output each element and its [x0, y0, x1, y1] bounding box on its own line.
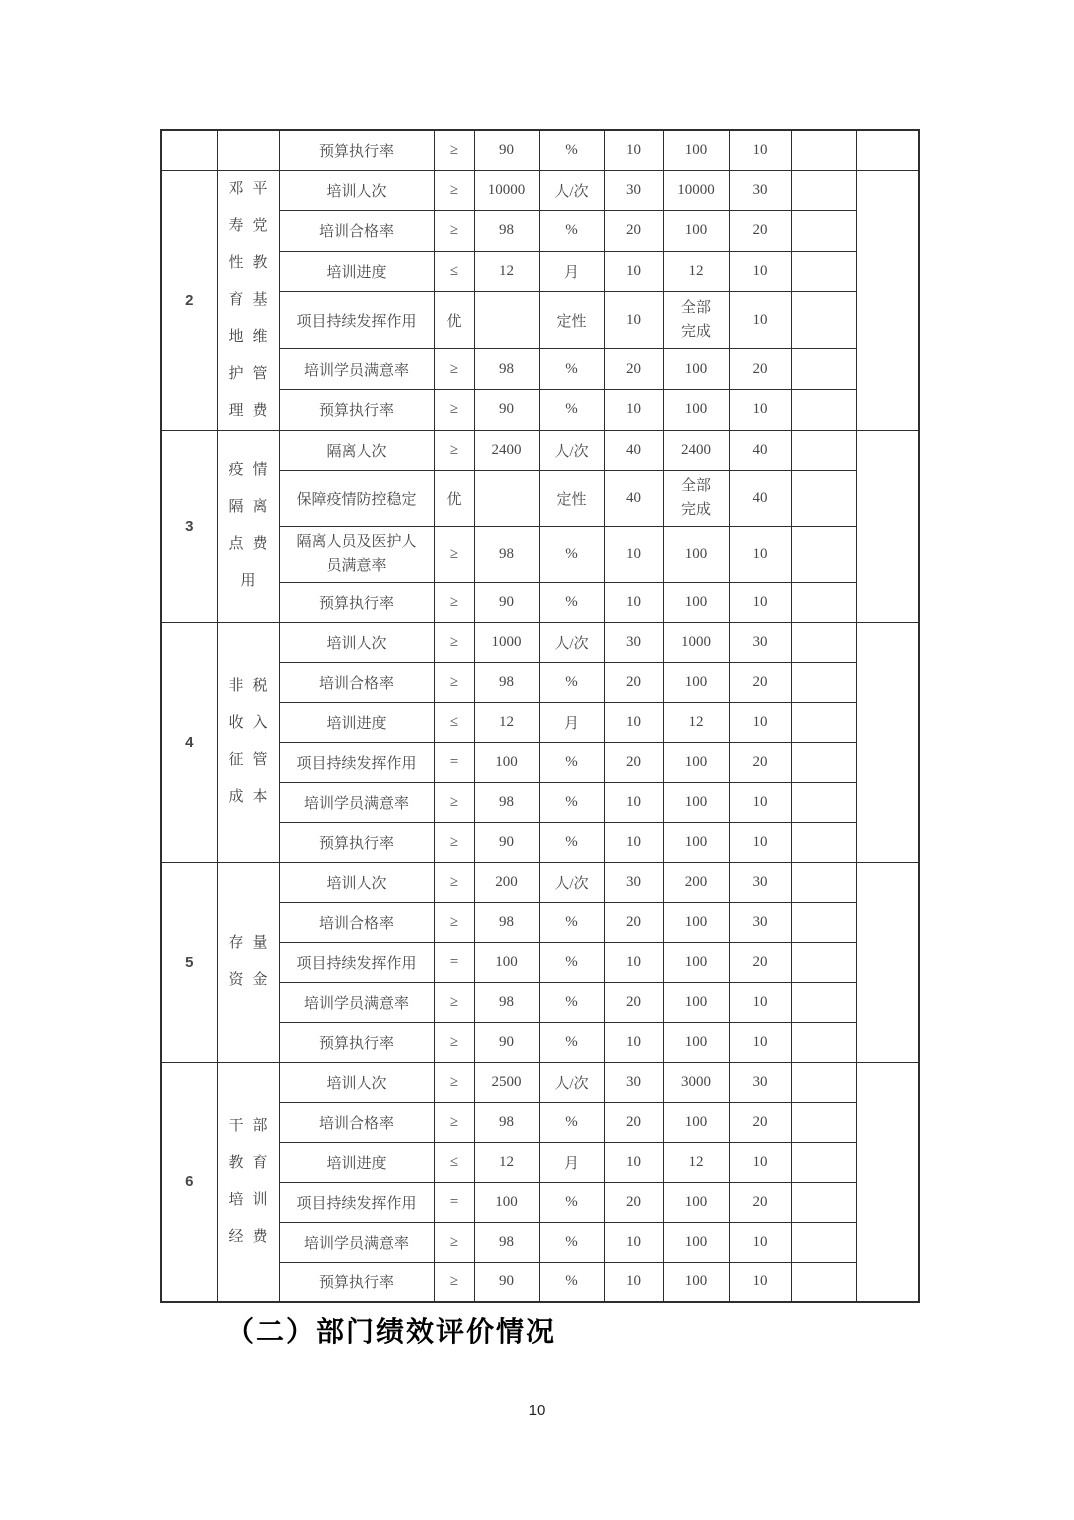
score-cell: 10	[729, 1262, 791, 1302]
criterion-cell: ≥	[434, 170, 474, 211]
project-name-cell	[217, 862, 279, 1062]
weight-cell: 10	[604, 702, 663, 742]
unit-cell: 人/次	[539, 1062, 604, 1102]
score-cell: 20	[729, 742, 791, 782]
text-line: 隔离	[228, 499, 277, 515]
indicator-cell: 培训学员满意率	[279, 349, 434, 390]
unit-cell: %	[539, 742, 604, 782]
blank-cell	[856, 130, 919, 170]
unit-cell: 人/次	[539, 170, 604, 211]
table-row	[161, 130, 919, 170]
target-cell: 98	[474, 1102, 539, 1142]
criterion-cell: ≥	[434, 130, 474, 170]
blank-cell	[791, 1142, 856, 1182]
text-line: 护管	[228, 365, 277, 382]
weight-cell: 10	[604, 251, 663, 292]
blank-cell	[791, 251, 856, 292]
project-name-cell	[217, 130, 279, 170]
criterion-cell: ≤	[434, 1142, 474, 1182]
indicator-cell: 预算执行率	[279, 822, 434, 862]
blank-cell	[856, 862, 919, 1062]
actual-cell: 100	[663, 1222, 729, 1262]
criterion-cell: ≥	[434, 622, 474, 662]
blank-cell	[791, 130, 856, 170]
criterion-cell: ≥	[434, 1062, 474, 1102]
score-cell: 10	[729, 292, 791, 349]
indicator-cell	[279, 526, 434, 582]
score-cell: 20	[729, 942, 791, 982]
unit-cell: %	[539, 1222, 604, 1262]
weight-cell: 20	[604, 742, 663, 782]
performance-indicator-table	[160, 129, 920, 1303]
blank-cell	[791, 292, 856, 349]
blank-cell	[791, 942, 856, 982]
unit-cell: %	[539, 942, 604, 982]
target-cell: 98	[474, 526, 539, 582]
target-cell: 90	[474, 582, 539, 622]
target-cell: 12	[474, 1142, 539, 1182]
target-cell: 90	[474, 130, 539, 170]
row-number-cell: 6	[161, 1062, 217, 1302]
criterion-cell: ≥	[434, 862, 474, 902]
text-line: 点费	[228, 536, 277, 552]
unit-cell: 人/次	[539, 622, 604, 662]
indicator-cell: 项目持续发挥作用	[279, 292, 434, 349]
weight-cell: 10	[604, 1222, 663, 1262]
actual-cell	[663, 470, 729, 526]
criterion-cell: ≥	[434, 389, 474, 430]
text-line: 邓平	[228, 180, 277, 197]
blank-cell	[856, 622, 919, 862]
text-line: 理费	[228, 402, 277, 419]
weight-cell: 20	[604, 211, 663, 252]
table-row	[161, 622, 919, 662]
criterion-cell: 优	[434, 470, 474, 526]
actual-cell: 10000	[663, 170, 729, 211]
indicator-cell: 项目持续发挥作用	[279, 742, 434, 782]
unit-cell: %	[539, 782, 604, 822]
weight-cell: 10	[604, 526, 663, 582]
unit-cell: 定性	[539, 470, 604, 526]
blank-cell	[791, 822, 856, 862]
table-row	[161, 1062, 919, 1102]
score-cell: 20	[729, 211, 791, 252]
score-cell: 10	[729, 702, 791, 742]
criterion-cell: ≥	[434, 1262, 474, 1302]
table-row	[161, 170, 919, 211]
blank-cell	[791, 902, 856, 942]
target-cell: 12	[474, 702, 539, 742]
target-cell: 98	[474, 902, 539, 942]
weight-cell: 20	[604, 662, 663, 702]
actual-cell: 100	[663, 782, 729, 822]
target-cell: 12	[474, 251, 539, 292]
blank-cell	[791, 1022, 856, 1062]
indicator-cell: 培训合格率	[279, 902, 434, 942]
row-number-cell: 5	[161, 862, 217, 1062]
score-cell: 40	[729, 470, 791, 526]
unit-cell: %	[539, 1102, 604, 1142]
blank-cell	[791, 1182, 856, 1222]
indicator-cell: 预算执行率	[279, 389, 434, 430]
criterion-cell: ≥	[434, 662, 474, 702]
text-line: 资金	[228, 972, 277, 988]
weight-cell: 10	[604, 130, 663, 170]
blank-cell	[791, 982, 856, 1022]
target-cell: 90	[474, 389, 539, 430]
weight-cell: 20	[604, 982, 663, 1022]
criterion-cell: ≥	[434, 902, 474, 942]
criterion-cell: ≥	[434, 982, 474, 1022]
criterion-cell: ≥	[434, 782, 474, 822]
score-cell: 30	[729, 902, 791, 942]
unit-cell: %	[539, 902, 604, 942]
criterion-cell: ≥	[434, 430, 474, 470]
weight-cell: 30	[604, 862, 663, 902]
row-number-cell	[161, 130, 217, 170]
indicator-cell: 培训人次	[279, 862, 434, 902]
blank-cell	[791, 582, 856, 622]
unit-cell: 月	[539, 1142, 604, 1182]
text-line: 完成	[680, 502, 711, 518]
row-number-cell: 2	[161, 170, 217, 430]
unit-cell: %	[539, 1022, 604, 1062]
weight-cell: 30	[604, 170, 663, 211]
target-cell: 200	[474, 862, 539, 902]
actual-cell: 2400	[663, 430, 729, 470]
score-cell: 30	[729, 170, 791, 211]
criterion-cell: ≥	[434, 349, 474, 390]
target-cell: 90	[474, 1262, 539, 1302]
actual-cell: 100	[663, 1022, 729, 1062]
target-cell: 100	[474, 942, 539, 982]
blank-cell	[791, 1262, 856, 1302]
unit-cell: %	[539, 389, 604, 430]
weight-cell: 30	[604, 1062, 663, 1102]
target-cell: 98	[474, 211, 539, 252]
target-cell: 98	[474, 349, 539, 390]
criterion-cell: ≥	[434, 211, 474, 252]
actual-cell: 100	[663, 1182, 729, 1222]
actual-cell: 100	[663, 1262, 729, 1302]
blank-cell	[791, 1222, 856, 1262]
score-cell: 20	[729, 1182, 791, 1222]
text-line: 教育	[228, 1154, 277, 1171]
actual-cell: 100	[663, 822, 729, 862]
text-line: 全部	[680, 478, 711, 494]
unit-cell: %	[539, 1262, 604, 1302]
target-cell: 90	[474, 1022, 539, 1062]
weight-cell: 20	[604, 1102, 663, 1142]
unit-cell: %	[539, 982, 604, 1022]
indicator-cell: 培训进度	[279, 702, 434, 742]
actual-cell: 100	[663, 1102, 729, 1142]
indicator-cell: 预算执行率	[279, 1022, 434, 1062]
text-line: 员满意率	[326, 558, 387, 574]
section-heading: （二）部门绩效评价情况	[226, 1317, 557, 1348]
weight-cell: 10	[604, 582, 663, 622]
actual-cell: 100	[663, 942, 729, 982]
text-line: 非税	[228, 678, 277, 694]
blank-cell	[791, 526, 856, 582]
unit-cell: %	[539, 130, 604, 170]
table-row	[161, 862, 919, 902]
text-line: 隔离人员及医护人	[296, 534, 417, 550]
target-cell: 2500	[474, 1062, 539, 1102]
text-line: 育基	[228, 291, 277, 308]
score-cell: 40	[729, 430, 791, 470]
project-name-cell	[217, 170, 279, 430]
text-line: 成本	[228, 789, 277, 805]
actual-cell	[663, 292, 729, 349]
text-line: 干部	[228, 1117, 277, 1134]
unit-cell: %	[539, 211, 604, 252]
blank-cell	[791, 782, 856, 822]
actual-cell: 100	[663, 582, 729, 622]
target-cell: 98	[474, 662, 539, 702]
actual-cell: 1000	[663, 622, 729, 662]
blank-cell	[856, 170, 919, 430]
score-cell: 10	[729, 1142, 791, 1182]
target-cell	[474, 470, 539, 526]
text-line: 性教	[228, 254, 277, 271]
criterion-cell: =	[434, 1182, 474, 1222]
criterion-cell: ≥	[434, 582, 474, 622]
blank-cell	[791, 1102, 856, 1142]
weight-cell: 10	[604, 1262, 663, 1302]
project-name-cell	[217, 430, 279, 622]
actual-cell: 12	[663, 702, 729, 742]
criterion-cell: =	[434, 942, 474, 982]
actual-cell: 100	[663, 389, 729, 430]
score-cell: 10	[729, 130, 791, 170]
unit-cell: %	[539, 582, 604, 622]
actual-cell: 200	[663, 862, 729, 902]
unit-cell: 人/次	[539, 430, 604, 470]
target-cell: 100	[474, 742, 539, 782]
text-line: 收入	[228, 715, 277, 731]
indicator-cell: 培训合格率	[279, 662, 434, 702]
score-cell: 20	[729, 662, 791, 702]
weight-cell: 20	[604, 349, 663, 390]
weight-cell: 10	[604, 782, 663, 822]
indicator-cell: 项目持续发挥作用	[279, 942, 434, 982]
score-cell: 30	[729, 862, 791, 902]
actual-cell: 100	[663, 211, 729, 252]
score-cell: 10	[729, 822, 791, 862]
weight-cell: 10	[604, 389, 663, 430]
actual-cell: 12	[663, 251, 729, 292]
blank-cell	[791, 742, 856, 782]
score-cell: 10	[729, 1022, 791, 1062]
indicator-cell: 培训人次	[279, 1062, 434, 1102]
actual-cell: 100	[663, 662, 729, 702]
text-line: 征管	[228, 752, 277, 768]
unit-cell: 月	[539, 702, 604, 742]
score-cell: 30	[729, 622, 791, 662]
blank-cell	[791, 862, 856, 902]
blank-cell	[791, 170, 856, 211]
score-cell: 10	[729, 782, 791, 822]
unit-cell: 人/次	[539, 862, 604, 902]
indicator-cell: 培训进度	[279, 251, 434, 292]
weight-cell: 10	[604, 1022, 663, 1062]
project-name-cell	[217, 622, 279, 862]
criterion-cell: 优	[434, 292, 474, 349]
indicator-cell: 培训学员满意率	[279, 982, 434, 1022]
text-line: 地维	[228, 328, 277, 345]
page-number: 10	[528, 1402, 546, 1419]
blank-cell	[791, 211, 856, 252]
indicator-cell: 培训合格率	[279, 1102, 434, 1142]
unit-cell: %	[539, 662, 604, 702]
score-cell: 30	[729, 1062, 791, 1102]
blank-cell	[791, 430, 856, 470]
indicator-cell: 培训进度	[279, 1142, 434, 1182]
target-cell: 10000	[474, 170, 539, 211]
score-cell: 20	[729, 1102, 791, 1142]
indicator-cell: 培训人次	[279, 622, 434, 662]
criterion-cell: ≥	[434, 1222, 474, 1262]
indicator-cell: 预算执行率	[279, 130, 434, 170]
actual-cell: 100	[663, 742, 729, 782]
table-row	[161, 430, 919, 470]
score-cell: 20	[729, 349, 791, 390]
actual-cell: 100	[663, 526, 729, 582]
weight-cell: 30	[604, 622, 663, 662]
unit-cell: %	[539, 349, 604, 390]
text-line: 用	[240, 573, 265, 589]
weight-cell: 40	[604, 470, 663, 526]
weight-cell: 10	[604, 822, 663, 862]
project-name-cell	[217, 1062, 279, 1302]
row-number-cell: 3	[161, 430, 217, 622]
target-cell: 98	[474, 782, 539, 822]
target-cell: 2400	[474, 430, 539, 470]
unit-cell: %	[539, 526, 604, 582]
weight-cell: 40	[604, 430, 663, 470]
unit-cell: %	[539, 1182, 604, 1222]
indicator-cell: 培训人次	[279, 170, 434, 211]
blank-cell	[791, 389, 856, 430]
target-cell: 100	[474, 1182, 539, 1222]
target-cell: 98	[474, 1222, 539, 1262]
actual-cell: 12	[663, 1142, 729, 1182]
unit-cell: 月	[539, 251, 604, 292]
criterion-cell: ≥	[434, 1022, 474, 1062]
text-line: 完成	[680, 324, 711, 341]
score-cell: 10	[729, 582, 791, 622]
row-number-cell: 4	[161, 622, 217, 862]
score-cell: 10	[729, 1222, 791, 1262]
criterion-cell: ≥	[434, 1102, 474, 1142]
blank-cell	[791, 470, 856, 526]
score-cell: 10	[729, 982, 791, 1022]
score-cell: 10	[729, 526, 791, 582]
indicator-cell: 预算执行率	[279, 1262, 434, 1302]
criterion-cell: ≤	[434, 702, 474, 742]
actual-cell: 100	[663, 349, 729, 390]
target-cell	[474, 292, 539, 349]
unit-cell: %	[539, 822, 604, 862]
text-line: 培训	[228, 1191, 277, 1208]
text-line: 疫情	[228, 462, 277, 478]
blank-cell	[856, 1062, 919, 1302]
blank-cell	[791, 662, 856, 702]
weight-cell: 20	[604, 902, 663, 942]
criterion-cell: ≤	[434, 251, 474, 292]
target-cell: 90	[474, 822, 539, 862]
unit-cell: 定性	[539, 292, 604, 349]
actual-cell: 100	[663, 130, 729, 170]
blank-cell	[791, 622, 856, 662]
score-cell: 10	[729, 251, 791, 292]
weight-cell: 10	[604, 942, 663, 982]
indicator-cell: 隔离人次	[279, 430, 434, 470]
blank-cell	[856, 430, 919, 622]
indicator-cell: 预算执行率	[279, 582, 434, 622]
score-cell: 10	[729, 389, 791, 430]
criterion-cell: ≥	[434, 526, 474, 582]
weight-cell: 10	[604, 292, 663, 349]
actual-cell: 3000	[663, 1062, 729, 1102]
actual-cell: 100	[663, 902, 729, 942]
text-line: 寿党	[228, 217, 277, 234]
blank-cell	[791, 1062, 856, 1102]
weight-cell: 10	[604, 1142, 663, 1182]
target-cell: 1000	[474, 622, 539, 662]
text-line: 全部	[680, 300, 711, 317]
criterion-cell: ≥	[434, 822, 474, 862]
target-cell: 98	[474, 982, 539, 1022]
indicator-cell: 项目持续发挥作用	[279, 1182, 434, 1222]
indicator-cell: 培训合格率	[279, 211, 434, 252]
criterion-cell: =	[434, 742, 474, 782]
blank-cell	[791, 702, 856, 742]
actual-cell: 100	[663, 982, 729, 1022]
indicator-cell: 培训学员满意率	[279, 1222, 434, 1262]
indicator-cell: 保障疫情防控稳定	[279, 470, 434, 526]
weight-cell: 20	[604, 1182, 663, 1222]
indicator-cell: 培训学员满意率	[279, 782, 434, 822]
text-line: 存量	[228, 935, 277, 951]
blank-cell	[791, 349, 856, 390]
text-line: 经费	[228, 1228, 277, 1245]
